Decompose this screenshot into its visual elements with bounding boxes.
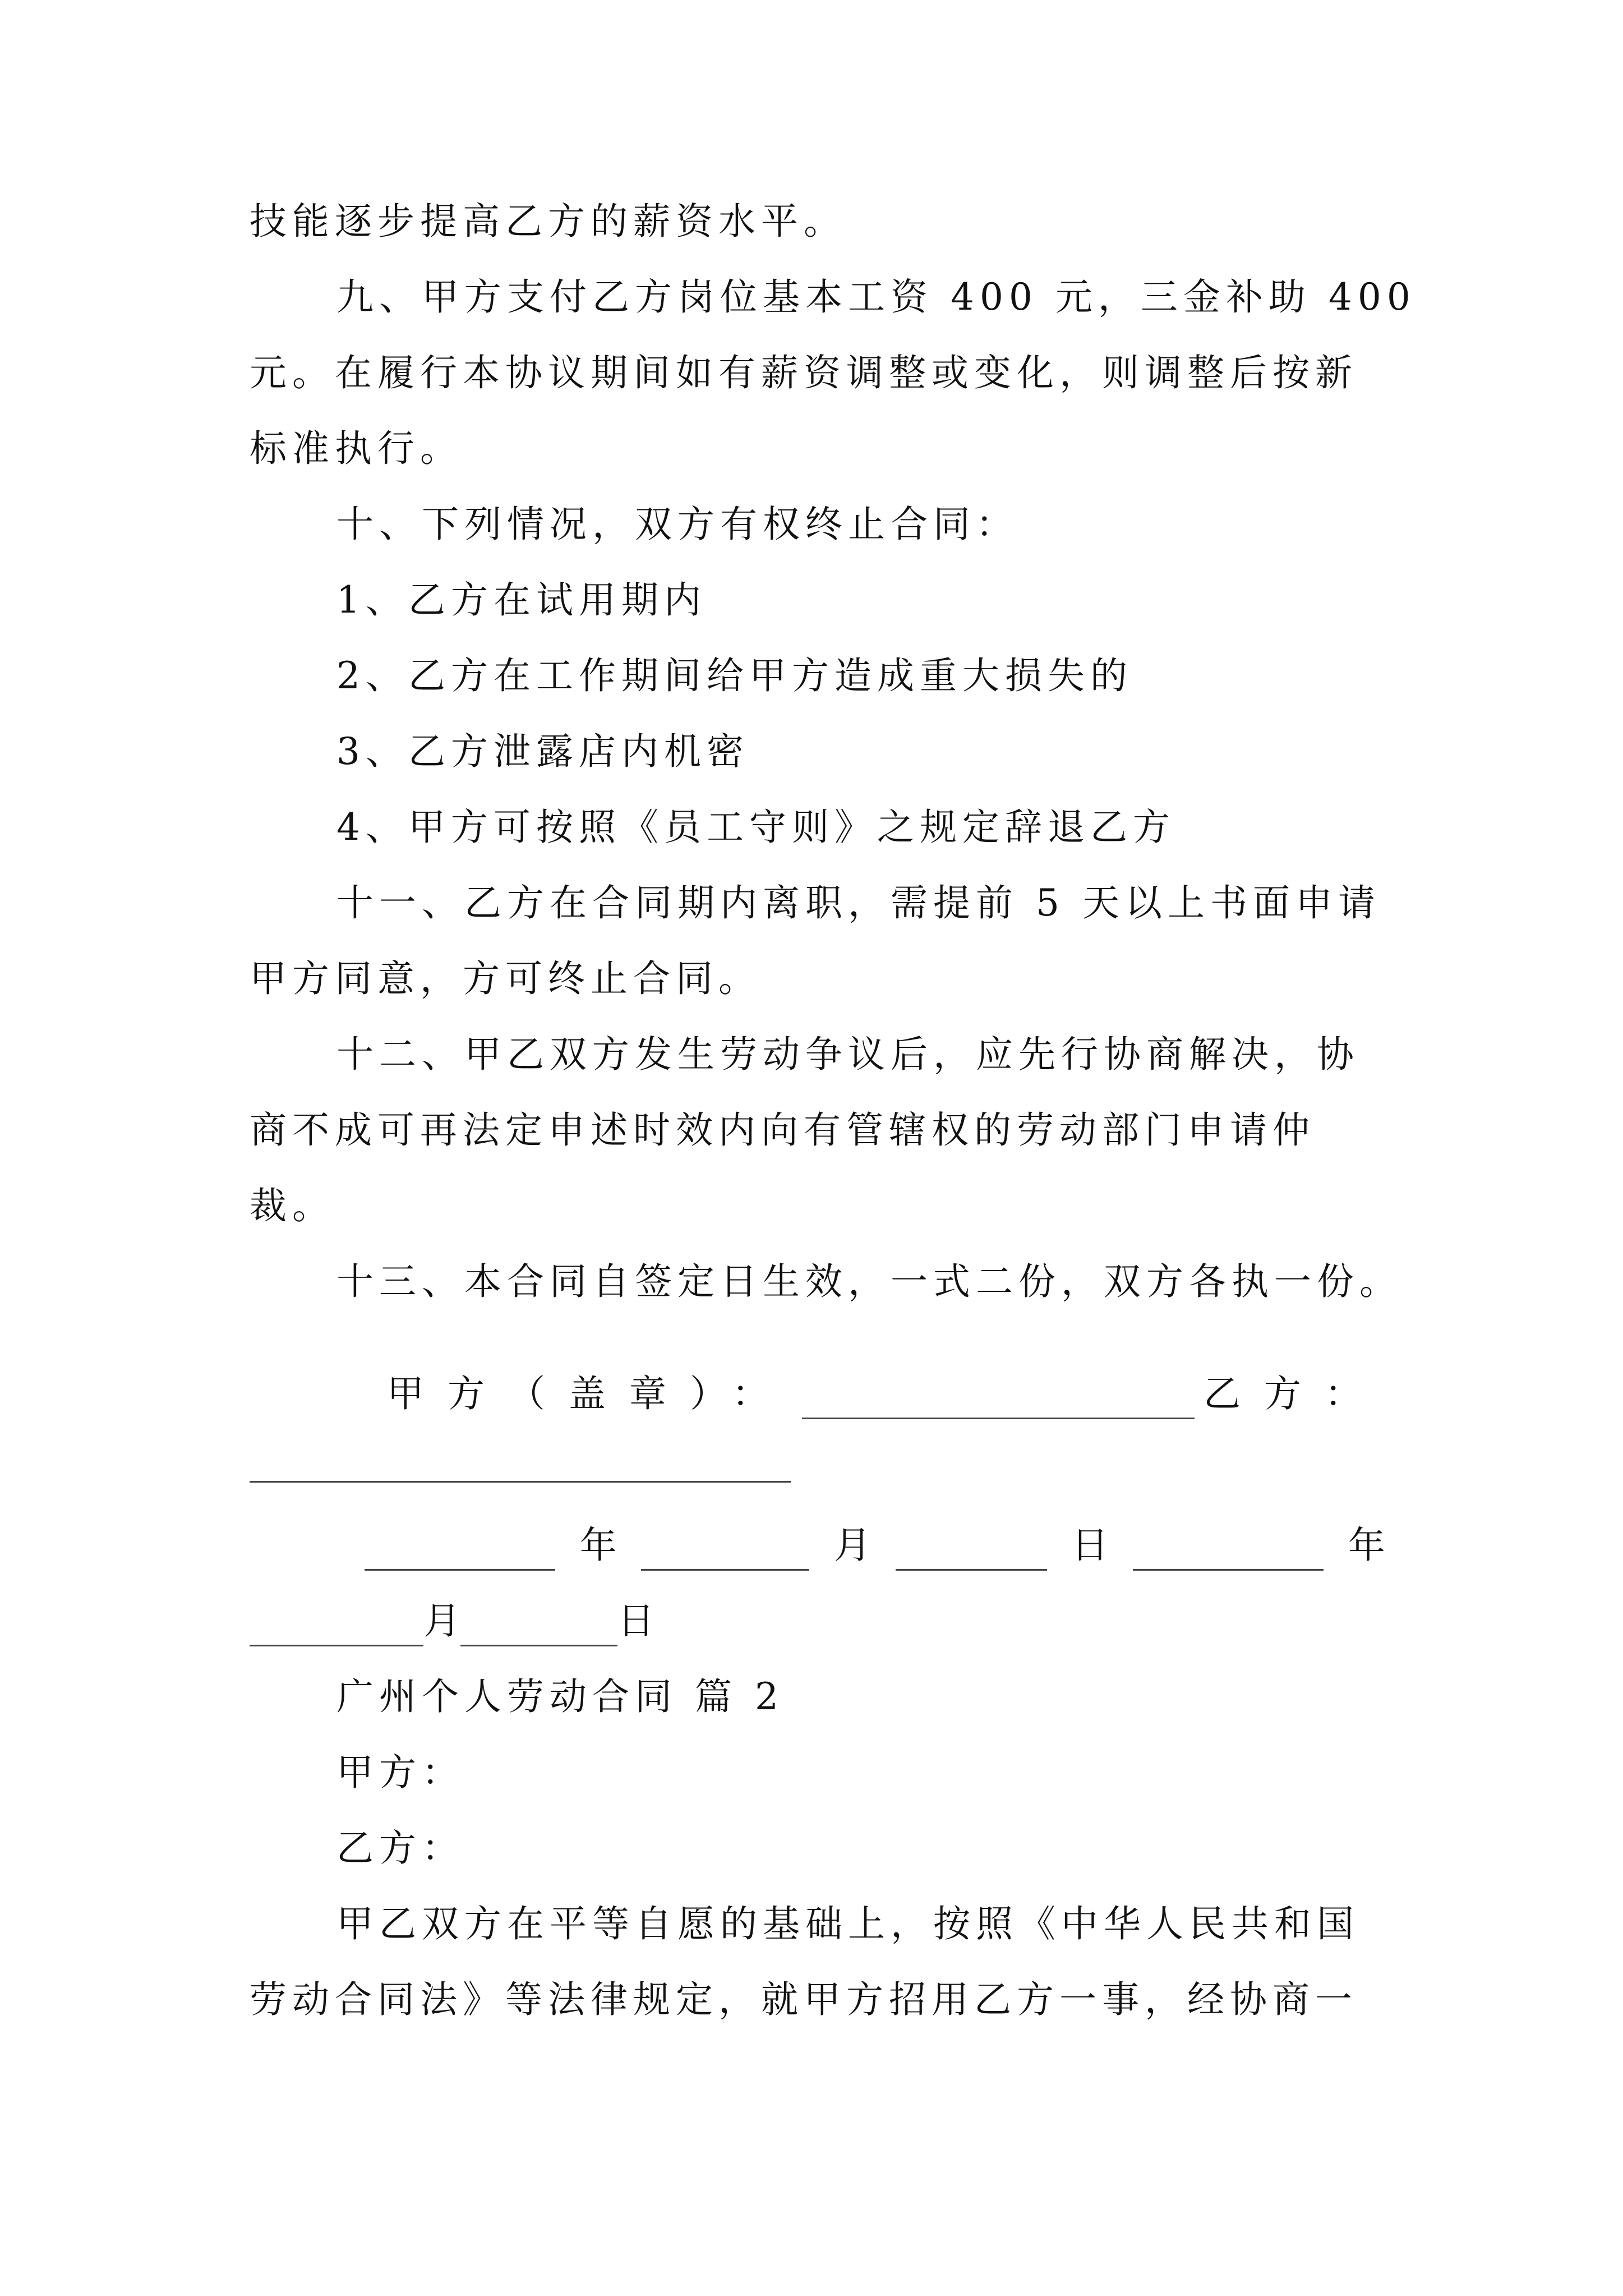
section-2-intro-line-2: 劳动合同法》等法律规定，就甲方招用乙方一事，经协商一 [250,1978,1358,2021]
section-2-party-b: 乙方： [336,1826,464,1870]
clause-10-item-2: 2、乙方在工作期间给甲方造成重大损失的 [336,654,1133,697]
clause-12-line-2: 商不成可再法定申述时效内向有管辖权的劳动部门申请仲 [250,1108,1315,1152]
clause-13-line: 十三、本合同自签定日生效，一式二份，双方各执一份。 [336,1260,1402,1303]
section-2-party-a: 甲方： [336,1751,464,1794]
party-b-day-blank [460,1608,617,1646]
party-b-label: 乙方： [1204,1372,1385,1415]
year-label: 年 [1348,1524,1385,1567]
party-b-year-blank [1133,1532,1324,1571]
party-b-month-blank [250,1608,423,1646]
party-a-signature-blank [802,1381,1195,1419]
clause-12-line-1: 十二、甲乙双方发生劳动争议后，应先行协商解决，协 [336,1033,1359,1076]
clause-10-item-4: 4、甲方可按照《员工守则》之规定辞退乙方 [336,806,1175,849]
party-a-seal-label: 甲方（盖章）： [387,1372,792,1415]
clause-10-heading: 十、下列情况，双方有权终止合同： [336,503,1018,546]
year-label: 年 [579,1524,617,1567]
party-a-year-blank [365,1532,555,1571]
date-row-continued [250,1596,654,1646]
clause-9-line-1: 九、甲方支付乙方岗位基本工资 400 元，三金补助 400 [336,275,1416,319]
clause-11-line-1: 十一、乙方在合同期内离职，需提前 5 天以上书面申请 [336,881,1381,924]
clause-12-line-3: 裁。 [250,1184,335,1227]
signature-row [387,1369,1385,1419]
section-2-intro-line-1: 甲乙双方在平等自愿的基础上，按照《中华人民共和国 [336,1902,1359,1945]
paragraph-line: 技能逐步提高乙方的薪资水平。 [250,200,846,243]
clause-10-item-1: 1、乙方在试用期内 [336,578,707,622]
month-label: 月 [834,1524,872,1567]
day-label: 日 [617,1599,654,1642]
clause-9-line-2: 元。在履行本协议期间如有薪资调整或变化，则调整后按新 [250,351,1358,394]
clause-10-item-3: 3、乙方泄露店内机密 [336,730,749,773]
party-a-day-blank [896,1532,1047,1571]
party-b-signature-blank [250,1481,791,1483]
month-label: 月 [423,1599,460,1642]
section-2-title: 广州个人劳动合同 篇 2 [336,1675,784,1718]
party-a-month-blank [641,1532,809,1571]
date-row [365,1520,1385,1571]
day-label: 日 [1071,1524,1109,1567]
clause-11-line-2: 甲方同意，方可终止合同。 [250,957,761,1000]
clause-9-line-3: 标准执行。 [250,427,463,470]
